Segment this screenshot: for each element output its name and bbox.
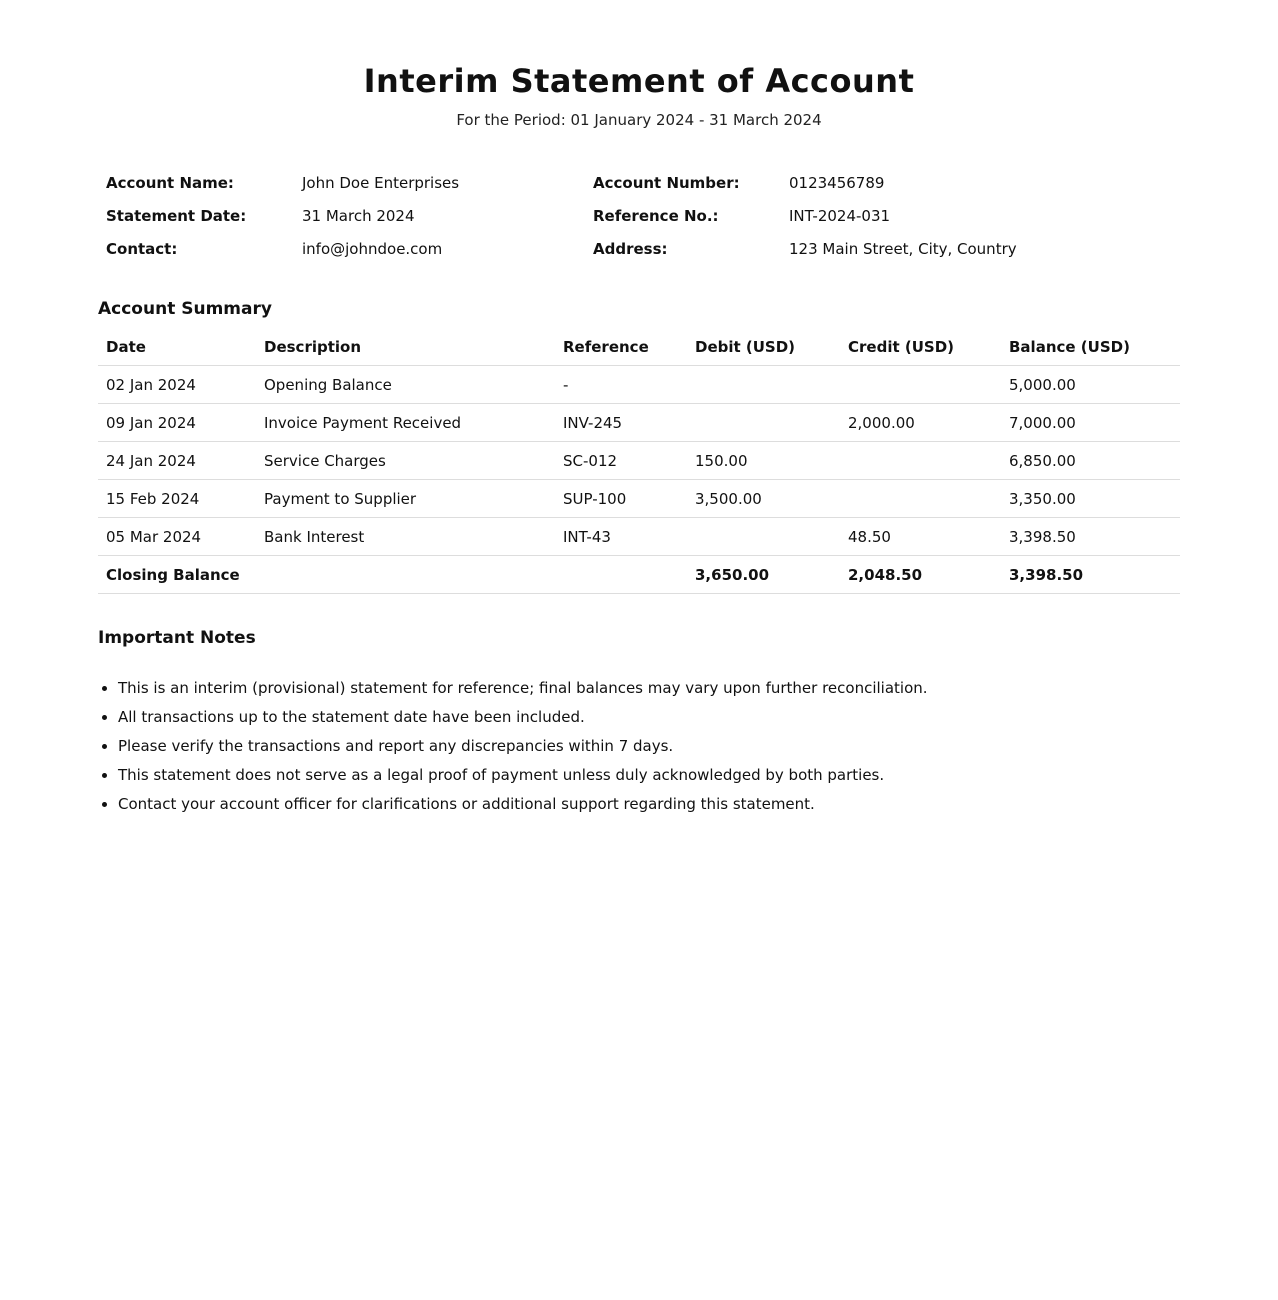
cell-description: Invoice Payment Received bbox=[256, 404, 555, 442]
table-row bbox=[98, 404, 1180, 442]
cell-credit: 2,000.00 bbox=[840, 404, 1001, 442]
account-name-value: John Doe Enterprises bbox=[302, 174, 460, 192]
table-row bbox=[98, 518, 1180, 556]
cell-date: 24 Jan 2024 bbox=[98, 442, 256, 480]
cell-credit bbox=[840, 480, 1001, 518]
account-number-label: Account Number: bbox=[593, 174, 740, 192]
cell-reference: SC-012 bbox=[555, 442, 687, 480]
cell-balance: 6,850.00 bbox=[1001, 442, 1180, 480]
total-credit: 2,048.50 bbox=[840, 556, 1001, 594]
cell-debit: 150.00 bbox=[687, 442, 840, 480]
info-row bbox=[106, 174, 1186, 207]
cell-reference: INV-245 bbox=[555, 404, 687, 442]
cell-balance: 3,398.50 bbox=[1001, 518, 1180, 556]
cell-date: 15 Feb 2024 bbox=[98, 480, 256, 518]
reference-no-value: INT-2024-031 bbox=[789, 207, 891, 225]
column-header-balance: Balance (USD) bbox=[1001, 328, 1180, 366]
account-name-label: Account Name: bbox=[106, 174, 234, 192]
closing-balance-label: Closing Balance bbox=[98, 556, 687, 594]
table-row bbox=[98, 480, 1180, 518]
cell-reference: SUP-100 bbox=[555, 480, 687, 518]
cell-reference: INT-43 bbox=[555, 518, 687, 556]
column-header-reference: Reference bbox=[555, 328, 687, 366]
cell-description: Opening Balance bbox=[256, 366, 555, 404]
cell-credit: 48.50 bbox=[840, 518, 1001, 556]
note-item: • Please verify the transactions and report any discrepancies within 7 days. bbox=[118, 734, 1118, 763]
table-row bbox=[98, 442, 1180, 480]
cell-description: Payment to Supplier bbox=[256, 480, 555, 518]
table-header-row bbox=[98, 328, 1180, 366]
account-summary-table bbox=[98, 328, 1180, 594]
reference-no-label: Reference No.: bbox=[593, 207, 719, 225]
column-header-credit: Credit (USD) bbox=[840, 328, 1001, 366]
notes-list bbox=[98, 676, 1118, 821]
note-item: • All transactions up to the statement date have been included. bbox=[118, 705, 1118, 734]
page-title: Interim Statement of Account bbox=[363, 62, 915, 100]
important-notes-heading: Important Notes bbox=[98, 628, 256, 648]
note-item: • This statement does not serve as a legal proof of payment unless duly acknowledged by both parties. bbox=[118, 763, 1118, 792]
cell-date: 05 Mar 2024 bbox=[98, 518, 256, 556]
statement-period: For the Period: 01 January 2024 - 31 March 2024 bbox=[456, 111, 822, 129]
cell-description: Service Charges bbox=[256, 442, 555, 480]
cell-reference: - bbox=[555, 366, 687, 404]
cell-description: Bank Interest bbox=[256, 518, 555, 556]
cell-credit bbox=[840, 366, 1001, 404]
cell-debit bbox=[687, 518, 840, 556]
account-summary-heading: Account Summary bbox=[98, 299, 272, 319]
cell-debit bbox=[687, 404, 840, 442]
contact-label: Contact: bbox=[106, 240, 178, 258]
note-item: • Contact your account officer for clarifications or additional support regarding this statement. bbox=[118, 792, 1118, 821]
contact-value: info@johndoe.com bbox=[302, 240, 443, 258]
cell-balance: 7,000.00 bbox=[1001, 404, 1180, 442]
statement-date-value: 31 March 2024 bbox=[302, 207, 415, 225]
cell-credit bbox=[840, 442, 1001, 480]
cell-debit bbox=[687, 366, 840, 404]
account-number-value: 0123456789 bbox=[789, 174, 885, 192]
column-header-debit: Debit (USD) bbox=[687, 328, 840, 366]
cell-debit: 3,500.00 bbox=[687, 480, 840, 518]
table-row bbox=[98, 366, 1180, 404]
cell-date: 09 Jan 2024 bbox=[98, 404, 256, 442]
column-header-date: Date bbox=[98, 328, 256, 366]
info-row bbox=[106, 240, 1186, 273]
address-value: 123 Main Street, City, Country bbox=[789, 240, 1017, 258]
total-balance: 3,398.50 bbox=[1001, 556, 1180, 594]
statement-date-label: Statement Date: bbox=[106, 207, 247, 225]
note-item: • This is an interim (provisional) statement for reference; final balances may vary upon further reconciliation. bbox=[118, 676, 1118, 705]
total-debit: 3,650.00 bbox=[687, 556, 840, 594]
address-label: Address: bbox=[593, 240, 668, 258]
column-header-description: Description bbox=[256, 328, 555, 366]
cell-balance: 5,000.00 bbox=[1001, 366, 1180, 404]
cell-date: 02 Jan 2024 bbox=[98, 366, 256, 404]
cell-balance: 3,350.00 bbox=[1001, 480, 1180, 518]
closing-balance-row bbox=[98, 556, 1180, 594]
account-info bbox=[106, 174, 1186, 273]
info-row bbox=[106, 207, 1186, 240]
